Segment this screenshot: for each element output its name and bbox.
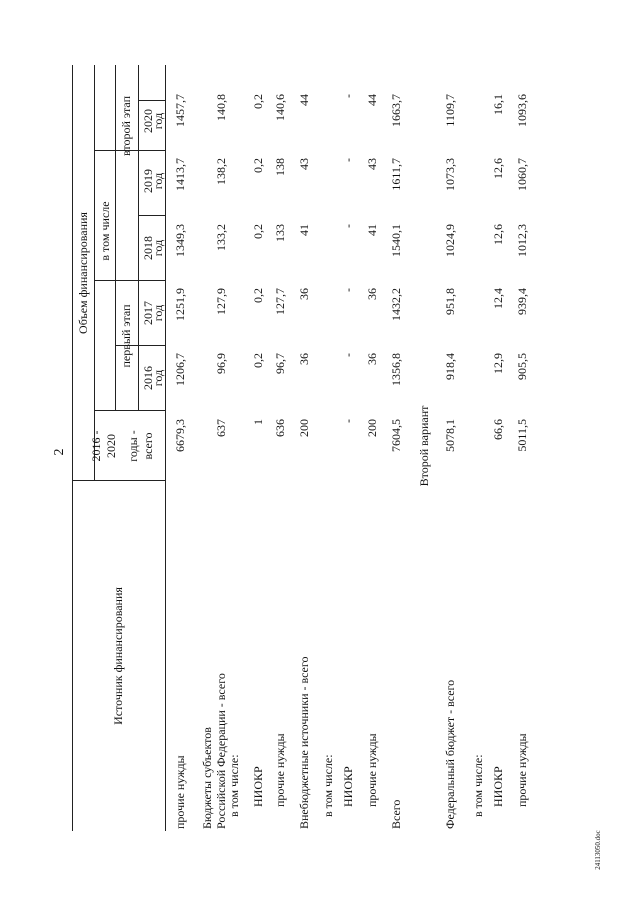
stage-rule [115, 65, 116, 411]
table-cell: 138 [273, 158, 287, 176]
document-filename: 24113050.doc [594, 830, 602, 870]
table-cell: 1540,1 [389, 224, 403, 257]
row-label: в том числе: [321, 754, 335, 817]
table-cell: 0,2 [251, 158, 265, 173]
table-cell: 1663,7 [389, 94, 403, 127]
table-cell: 1251,9 [173, 288, 187, 321]
table-cell: - [341, 288, 355, 292]
table-cell: 12,9 [491, 353, 505, 374]
column-header-source: Источник финансирования [111, 587, 125, 725]
row-label: Бюджеты субъектов [200, 727, 214, 829]
table-cell: 1413,7 [173, 158, 187, 191]
table-cell: - [341, 224, 355, 228]
table-cell: 36 [365, 353, 379, 365]
table-cell: 96,9 [214, 353, 228, 374]
row-label: Всего [389, 799, 403, 829]
table-cell: 127,9 [214, 288, 228, 315]
column-header-year: 2019 [141, 169, 155, 193]
column-header-year: 2020 [141, 109, 155, 133]
table-cell: 12,4 [491, 288, 505, 309]
table-top-rule [72, 65, 73, 831]
column-header-total: всего [141, 432, 155, 460]
table-cell: 1093,6 [515, 94, 529, 127]
row-label: в том числе: [471, 754, 485, 817]
table-cell: 43 [297, 158, 311, 170]
table-cell: 939,4 [515, 288, 529, 315]
table-cell: 1457,7 [173, 94, 187, 127]
table-cell: 0,2 [251, 288, 265, 303]
row-label: в том числе: [227, 754, 241, 817]
table-cell: 1349,3 [173, 224, 187, 257]
column-header-year: 2018 [141, 236, 155, 260]
page-number: 2 [52, 448, 67, 456]
year-divider [138, 215, 165, 216]
table-cell: 138,2 [214, 158, 228, 185]
stage-divider [94, 280, 165, 281]
financing-table [72, 65, 590, 831]
table-cell: 133,2 [214, 224, 228, 251]
column-header-year-unit: год [151, 172, 165, 190]
table-cell: 7604,5 [389, 419, 403, 452]
table-cell: 905,5 [515, 353, 529, 380]
row-label: НИОКР [341, 766, 355, 807]
table-cell: 1060,7 [515, 158, 529, 191]
table-cell: 66,6 [491, 419, 505, 440]
row-label: Внебюджетные источники - всего [297, 656, 311, 829]
section-title: Второй вариант [417, 405, 431, 487]
table-cell: 6679,3 [173, 419, 187, 452]
table-cell: 1073,3 [443, 158, 457, 191]
row-label: прочие нужды [273, 733, 287, 807]
row-label: НИОКР [491, 766, 505, 807]
header-bottom-rule [165, 65, 166, 831]
table-cell: 1012,3 [515, 224, 529, 257]
table-cell: 1109,7 [443, 94, 457, 127]
year-rule [138, 65, 139, 411]
table-cell: 0,2 [251, 353, 265, 368]
source-col-divider [72, 480, 165, 481]
table-cell: 44 [297, 94, 311, 106]
table-cell: - [341, 158, 355, 162]
column-header-year: 2017 [141, 301, 155, 325]
column-header-year-unit: год [151, 239, 165, 257]
column-header-total: 2020 [104, 434, 118, 458]
year-divider [138, 100, 165, 101]
table-cell: - [341, 353, 355, 357]
total-col-divider [94, 410, 165, 411]
table-cell: 0,2 [251, 224, 265, 239]
table-cell: 5011,5 [515, 419, 529, 452]
table-cell: 36 [365, 288, 379, 300]
table-cell: 36 [297, 353, 311, 365]
row-label: Российской Федерации - всего [214, 673, 228, 829]
row-label: НИОКР [251, 766, 265, 807]
table-cell: 1 [251, 419, 265, 425]
row-label: прочие нужды [365, 733, 379, 807]
row-label: прочие нужды [515, 733, 529, 807]
table-cell: 36 [297, 288, 311, 300]
column-header-total: годы - [126, 430, 140, 462]
table-cell: 41 [297, 224, 311, 236]
table-cell: 1024,9 [443, 224, 457, 257]
table-cell: 636 [273, 419, 287, 437]
table-cell: 5078,1 [443, 419, 457, 452]
table-cell: 16,1 [491, 94, 505, 115]
table-cell: 0,2 [251, 94, 265, 109]
table-cell: 951,8 [443, 288, 457, 315]
column-header-year-unit: год [151, 112, 165, 130]
table-cell: 12,6 [491, 224, 505, 245]
table-cell: 1356,8 [389, 353, 403, 386]
table-cell: 44 [365, 94, 379, 106]
header-stage-1: первый этап [119, 304, 133, 368]
row-label: прочие нужды [173, 755, 187, 829]
including-rule [94, 65, 95, 481]
table-cell: 918,4 [443, 353, 457, 380]
column-header-year-unit: год [151, 304, 165, 322]
table-cell: 12,6 [491, 158, 505, 179]
column-header-year-unit: год [151, 369, 165, 387]
column-header-total: 2016 - [89, 430, 103, 462]
table-cell: 41 [365, 224, 379, 236]
table-cell: 637 [214, 419, 228, 437]
table-cell: 96,7 [273, 353, 287, 374]
column-header-year: 2016 [141, 366, 155, 390]
table-cell: 140,8 [214, 94, 228, 121]
table-cell: 43 [365, 158, 379, 170]
row-label: Федеральный бюджет - всего [443, 679, 457, 829]
table-cell: 200 [297, 419, 311, 437]
header-including: в том числе [98, 201, 112, 261]
header-stage-2: второй этап [119, 95, 133, 157]
table-cell: 140,6 [273, 94, 287, 121]
header-volume: Объем финансирования [76, 212, 90, 334]
table-cell: 127,7 [273, 288, 287, 315]
table-cell: 1432,2 [389, 288, 403, 321]
table-cell: 133 [273, 224, 287, 242]
table-cell: - [341, 419, 355, 423]
table-cell: 1206,7 [173, 353, 187, 386]
table-cell: - [341, 94, 355, 98]
table-cell: 200 [365, 419, 379, 437]
table-cell: 1611,7 [389, 158, 403, 191]
